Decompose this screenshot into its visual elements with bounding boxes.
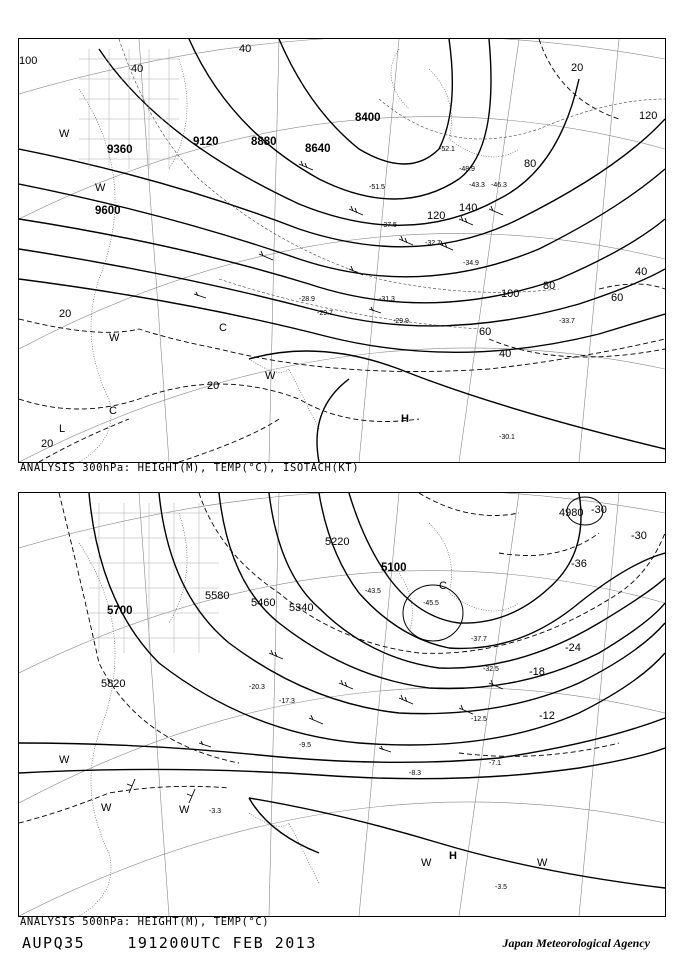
isotach-label: 120 xyxy=(427,210,446,222)
isotach-label: 40 xyxy=(131,63,144,75)
temp-label: -52.1 xyxy=(439,146,455,153)
warm-center-symbol: W xyxy=(265,370,276,382)
temp-label: -3.3 xyxy=(209,808,222,815)
height-label: 8640 xyxy=(305,143,331,155)
height-label: 9120 xyxy=(193,136,219,148)
graticule xyxy=(19,39,665,462)
temp-label: -34.9 xyxy=(463,260,479,267)
warm-center-symbol: W xyxy=(537,857,548,869)
isotach-label: 20 xyxy=(41,438,54,450)
wind-barbs xyxy=(194,161,503,313)
warm-center-symbol: W xyxy=(179,804,190,816)
height-label: 4980 xyxy=(559,507,584,519)
temp-label: -17.3 xyxy=(279,698,295,705)
isotach-label: 20 xyxy=(571,62,584,74)
temp-label: -51.5 xyxy=(369,184,385,191)
temp-label: -31.3 xyxy=(379,296,395,303)
chart-300hpa-canvas xyxy=(19,39,665,462)
isotach-label: 120 xyxy=(639,110,658,122)
height-label: 5820 xyxy=(101,678,126,690)
isotach-label: 20 xyxy=(59,308,72,320)
warm-center-symbol: W xyxy=(95,182,106,194)
isotach-label: 60 xyxy=(611,292,624,304)
height-contours xyxy=(19,39,665,462)
chart-500hpa-caption: ANALYSIS 500hPa: HEIGHT(M), TEMP(°C) xyxy=(20,916,270,928)
temp-label: -33.7 xyxy=(559,318,575,325)
isotach-label: 20 xyxy=(207,380,220,392)
temp-label: -36 xyxy=(571,558,587,570)
low-center-symbol: L xyxy=(59,423,66,435)
height-label: 5580 xyxy=(205,590,230,602)
warm-center-symbol: W xyxy=(59,754,70,766)
warm-center-symbol: W xyxy=(59,128,70,140)
hatched-area xyxy=(89,503,219,653)
temp-label: -3.5 xyxy=(495,884,508,891)
isotach-label: 100 xyxy=(501,288,520,300)
temp-label: -18 xyxy=(529,666,545,678)
isotach-label: 140 xyxy=(459,202,478,214)
temp-label: -30.1 xyxy=(499,434,515,441)
chart-300hpa xyxy=(18,38,666,463)
coastline xyxy=(79,49,519,462)
height-label: 8400 xyxy=(355,112,381,124)
height-label: 5220 xyxy=(325,536,350,548)
temp-label: -12 xyxy=(539,710,555,722)
temp-label: -45.5 xyxy=(423,600,439,607)
temp-label: -28.9 xyxy=(299,296,315,303)
chart-id: AUPQ35 xyxy=(22,934,86,952)
height-label: 5100 xyxy=(381,562,407,574)
chart-datetime: 191200UTC FEB 2013 xyxy=(127,934,317,952)
temp-label: -9.5 xyxy=(299,742,312,749)
temp-label: -37.5 xyxy=(381,222,397,229)
warm-center-symbol: W xyxy=(109,332,120,344)
temp-label: -43.5 xyxy=(365,588,381,595)
height-label: 5700 xyxy=(107,605,133,617)
isotach-label: 40 xyxy=(239,43,252,55)
warm-center-symbol: W xyxy=(101,802,112,814)
temp-label: -30 xyxy=(591,504,607,516)
temp-label: -43.3 xyxy=(469,182,485,189)
graticule xyxy=(19,493,665,916)
height-label: 9360 xyxy=(107,144,133,156)
temp-label: -7.1 xyxy=(489,760,502,767)
isotach-label: 100 xyxy=(19,55,38,67)
temp-label: -8.3 xyxy=(409,770,422,777)
temp-label: -37.7 xyxy=(471,636,487,643)
isotach-label: 40 xyxy=(499,348,512,360)
isotachs xyxy=(19,39,665,462)
isotach-label: 60 xyxy=(479,326,492,338)
temp-label: -32.5 xyxy=(483,666,499,673)
temp-label: -29.9 xyxy=(393,318,409,325)
height-contours xyxy=(19,493,665,888)
temp-label: -24 xyxy=(565,642,581,654)
height-label: 9600 xyxy=(95,205,121,217)
height-label: 8880 xyxy=(251,136,277,148)
height-label: 5460 xyxy=(251,597,276,609)
chart-id-line xyxy=(22,934,317,952)
warm-center-symbol: W xyxy=(421,857,432,869)
agency-name: Japan Meteorological Agency xyxy=(502,936,650,950)
temp-label: -12.5 xyxy=(471,716,487,723)
chart-300hpa-caption: ANALYSIS 300hPa: HEIGHT(M), TEMP(°C), ISOTACH(KT) xyxy=(20,462,360,474)
high-center-symbol: H xyxy=(401,413,409,425)
temp-label: -29.7 xyxy=(317,310,333,317)
isotach-label: 80 xyxy=(543,280,556,292)
high-center-symbol: H xyxy=(449,850,457,862)
isotach-label: 40 xyxy=(635,266,648,278)
isotach-label: 80 xyxy=(524,158,537,170)
cold-center-symbol: C xyxy=(439,580,447,592)
cold-center-symbol: C xyxy=(219,322,227,334)
temp-label: -20.3 xyxy=(249,684,265,691)
temp-label: -48.9 xyxy=(459,166,475,173)
height-label: 5340 xyxy=(289,602,314,614)
chart-500hpa-canvas xyxy=(19,493,665,916)
wind-barbs xyxy=(127,650,503,803)
cold-center-symbol: C xyxy=(109,405,117,417)
temp-label: -30 xyxy=(631,530,647,542)
temp-label: -32.7 xyxy=(425,240,441,247)
temp-label: -46.3 xyxy=(491,182,507,189)
chart-500hpa xyxy=(18,492,666,917)
